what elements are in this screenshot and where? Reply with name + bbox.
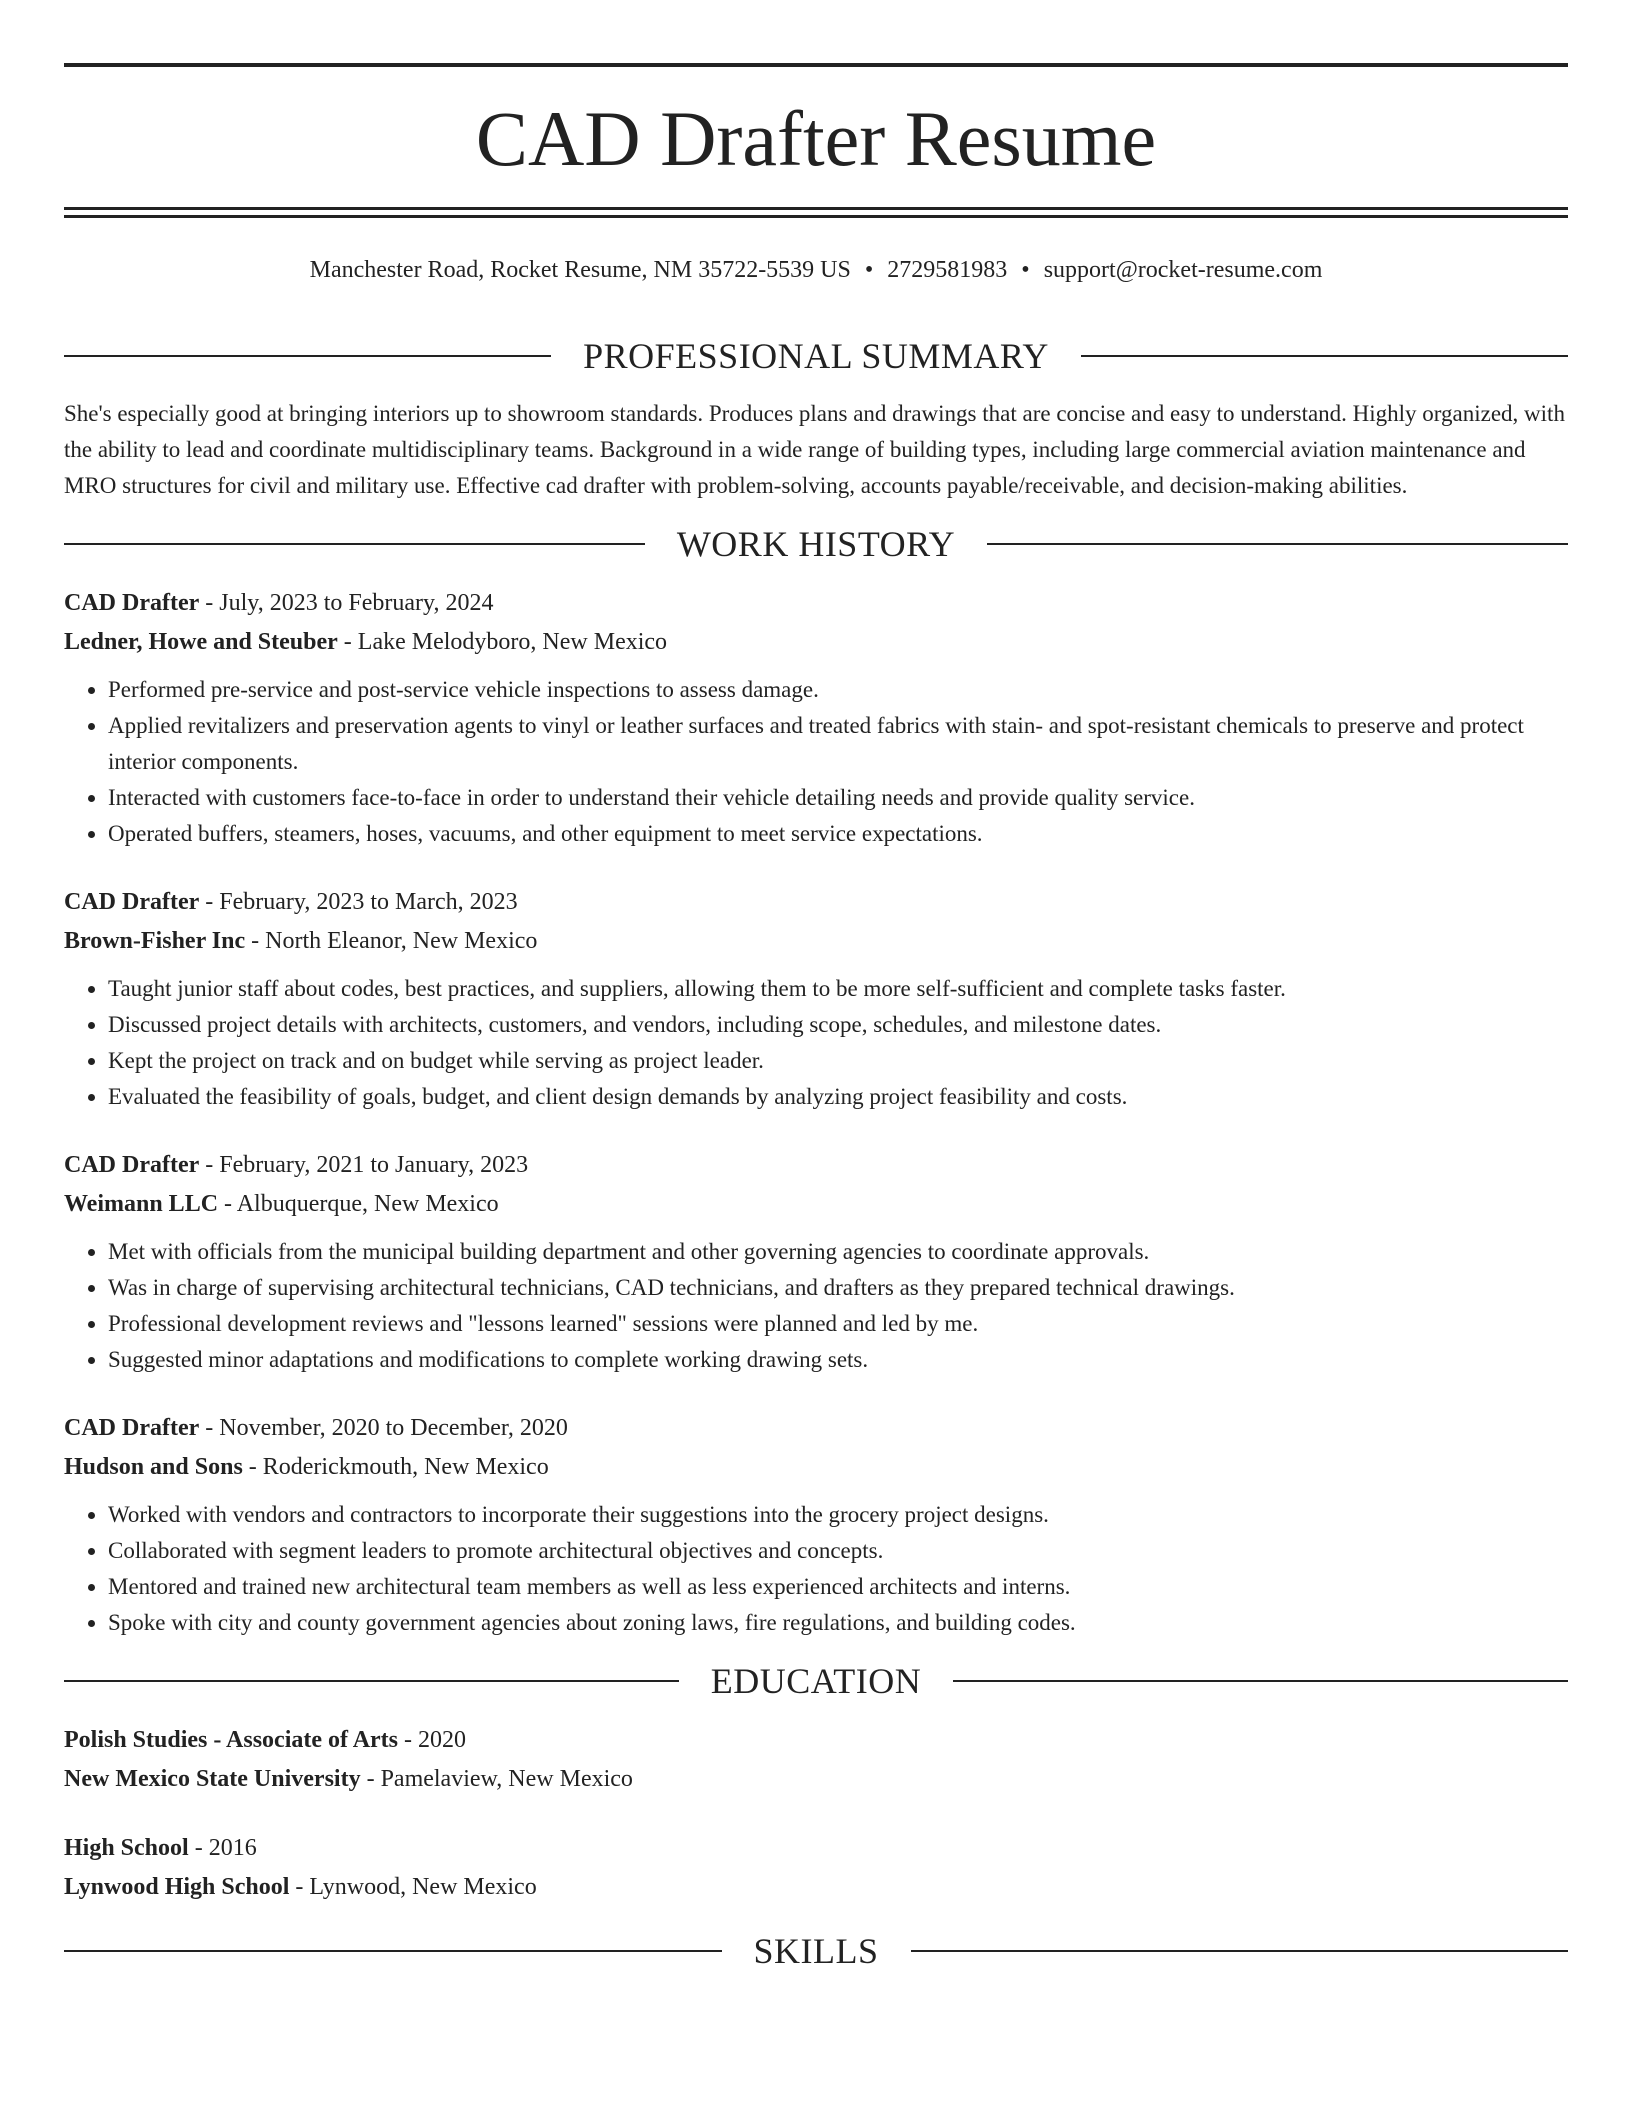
- contact-email: support@rocket-resume.com: [1043, 257, 1323, 283]
- duty-item: • Met with officials from the municipal building department and other governing agencies to coordinate approvals.: [108, 1234, 1568, 1270]
- heading-rule-right: [987, 543, 1568, 545]
- duty-item: • Spoke with city and county government agencies about zoning laws, fire regulations, and building codes.: [108, 1605, 1568, 1641]
- school-name: New Mexico State University: [64, 1766, 361, 1792]
- company-name: Brown-Fisher Inc: [64, 928, 246, 954]
- school-line: [64, 1868, 1568, 1907]
- duty-item: • Applied revitalizers and preservation agents to vinyl or leather surfaces and treated fabrics with stain- and spot-resistant chemicals to preserve and protect interior components.: [108, 708, 1568, 780]
- duty-item: • Operated buffers, steamers, hoses, vacuums, and other equipment to meet service expectations.: [108, 816, 1568, 852]
- duty-item: • Interacted with customers face-to-face in order to understand their vehicle detailing needs and provide quality service.: [108, 780, 1568, 816]
- section-title: EDUCATION: [710, 1661, 922, 1701]
- degree-year: - 2020: [398, 1727, 467, 1753]
- job-title-line: [64, 1146, 1568, 1185]
- heading-rule-right: [911, 1950, 1569, 1952]
- heading-rule-left: [64, 1680, 679, 1682]
- duty-list: [64, 1234, 1568, 1378]
- job-company-line: [64, 1448, 1568, 1487]
- summary-text: She's especially good at bringing interiors up to showroom standards. Produces plans and drawings that are concise and easy to understand. Highly organized, with the ability to lead and coordinate multidisciplinary teams. Background in a wide range of building types, including large commercial aviation maintenance and MRO structures for civil and military use. Effective cad drafter with problem-solving, accounts payable/receivable, and decision-making abilities.: [64, 401, 1565, 498]
- company-name: Weimann LLC: [64, 1191, 219, 1217]
- job-entry: [64, 584, 1568, 852]
- education-entry: [64, 1829, 1568, 1907]
- school-location: - Pamelaview, New Mexico: [360, 1766, 633, 1792]
- duty-item: • Suggested minor adaptations and modifications to complete working drawing sets.: [108, 1342, 1568, 1378]
- duty-list: [64, 672, 1568, 852]
- top-rule: [64, 63, 1568, 67]
- job-title: CAD Drafter: [64, 1152, 200, 1178]
- duty-item: • Kept the project on track and on budget while serving as project leader.: [108, 1043, 1568, 1079]
- work-history-list: [64, 584, 1568, 1641]
- section-title: SKILLS: [753, 1931, 879, 1971]
- job-company-line: [64, 1185, 1568, 1224]
- degree-name: High School: [64, 1835, 189, 1861]
- company-name: Ledner, Howe and Steuber: [64, 629, 338, 655]
- heading-rule-left: [64, 543, 645, 545]
- section-heading-education: [64, 1655, 1568, 1707]
- duty-item: • Performed pre-service and post-service vehicle inspections to assess damage.: [108, 672, 1568, 708]
- degree-line: [64, 1829, 1568, 1868]
- duty-item: • Worked with vendors and contractors to incorporate their suggestions into the grocery project designs.: [108, 1497, 1568, 1533]
- education-entry: [64, 1721, 1568, 1799]
- job-entry: [64, 883, 1568, 1115]
- contact-separator: •: [1021, 257, 1030, 283]
- resume-content: [64, 330, 1568, 1977]
- resume-title: CAD Drafter Resume: [475, 95, 1157, 182]
- duty-item: • Mentored and trained new architectural team members as well as less experienced architects and interns.: [108, 1569, 1568, 1605]
- section-title: WORK HISTORY: [676, 524, 956, 564]
- degree-year: - 2016: [188, 1835, 257, 1861]
- education-list: [64, 1721, 1568, 1907]
- title-double-rule: [64, 207, 1568, 218]
- company-location: - Roderickmouth, New Mexico: [242, 1454, 549, 1480]
- job-company-line: [64, 922, 1568, 961]
- job-title-line: [64, 883, 1568, 922]
- duty-list: [64, 971, 1568, 1115]
- job-title-line: [64, 584, 1568, 623]
- contact-separator: •: [864, 257, 874, 283]
- company-name: Hudson and Sons: [64, 1454, 243, 1480]
- school-line: [64, 1760, 1568, 1799]
- school-name: Lynwood High School: [64, 1874, 290, 1900]
- contact-address: Manchester Road, Rocket Resume, NM 35722-5539 US: [309, 257, 851, 283]
- job-company-line: [64, 623, 1568, 662]
- degree-name: Polish Studies - Associate of Arts: [64, 1727, 399, 1753]
- duty-item: • Discussed project details with architects, customers, and vendors, including scope, schedules, and milestone dates.: [108, 1007, 1568, 1043]
- section-heading-work-history: [64, 518, 1568, 570]
- job-title-line: [64, 1409, 1568, 1448]
- school-location: - Lynwood, New Mexico: [289, 1874, 537, 1900]
- job-entry: [64, 1146, 1568, 1378]
- heading-rule-right: [1081, 355, 1568, 357]
- job-entry: [64, 1409, 1568, 1641]
- duty-item: • Was in charge of supervising architectural technicians, CAD technicians, and drafters as they prepared technical drawings.: [108, 1270, 1568, 1306]
- duty-list: [64, 1497, 1568, 1641]
- job-title: CAD Drafter: [64, 889, 200, 915]
- duty-item: • Evaluated the feasibility of goals, budget, and client design demands by analyzing project feasibility and costs.: [108, 1079, 1568, 1115]
- job-dates: - November, 2020 to December, 2020: [199, 1415, 568, 1441]
- heading-rule-left: [64, 355, 551, 357]
- contact-line: [64, 254, 1568, 286]
- heading-rule-left: [64, 1950, 722, 1952]
- company-location: - Lake Melodyboro, New Mexico: [337, 629, 668, 655]
- duty-item: • Collaborated with segment leaders to promote architectural objectives and concepts.: [108, 1533, 1568, 1569]
- section-heading-summary: [64, 330, 1568, 382]
- heading-rule-right: [953, 1680, 1568, 1682]
- job-title: CAD Drafter: [64, 1415, 200, 1441]
- company-location: - Albuquerque, New Mexico: [218, 1191, 499, 1217]
- job-dates: - July, 2023 to February, 2024: [199, 590, 494, 616]
- job-dates: - February, 2021 to January, 2023: [199, 1152, 529, 1178]
- section-heading-skills: [64, 1925, 1568, 1977]
- degree-line: [64, 1721, 1568, 1760]
- section-title: PROFESSIONAL SUMMARY: [583, 336, 1049, 376]
- duty-item: • Professional development reviews and "lessons learned" sessions were planned and led by me.: [108, 1306, 1568, 1342]
- duty-item: • Taught junior staff about codes, best practices, and suppliers, allowing them to be more self-sufficient and complete tasks faster.: [108, 971, 1568, 1007]
- company-location: - North Eleanor, New Mexico: [245, 928, 538, 954]
- job-title: CAD Drafter: [64, 590, 200, 616]
- contact-phone: 2729581983: [887, 257, 1008, 283]
- job-dates: - February, 2023 to March, 2023: [199, 889, 518, 915]
